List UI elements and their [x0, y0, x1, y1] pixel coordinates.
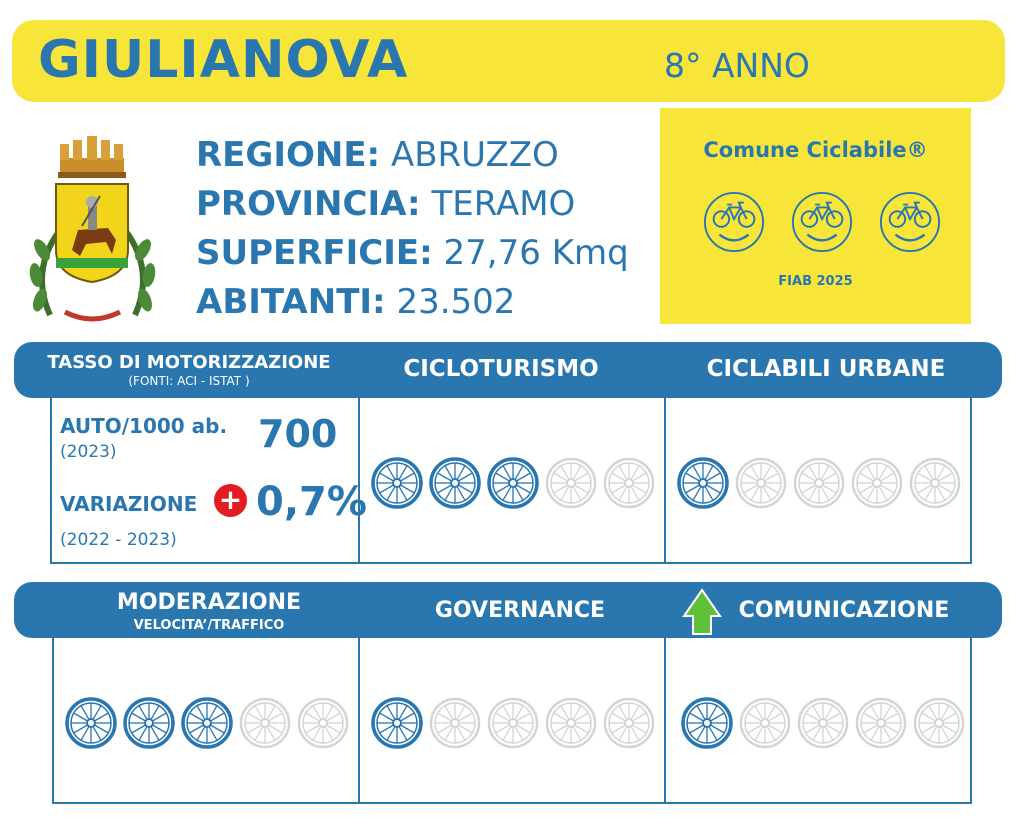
governance-rating: [370, 696, 656, 750]
info-row-abitanti: [196, 279, 629, 328]
auto-label: AUTO/1000 ab.: [60, 414, 228, 438]
indicators-header-1: [14, 342, 1002, 398]
smiling-bicycle-icon: [878, 190, 942, 254]
edition-year: 8° ANNO: [664, 46, 810, 85]
variation-value: 0,7%: [256, 479, 367, 525]
wheel-icon-empty: [850, 456, 904, 510]
ciclabili-urbane-rating: [676, 456, 962, 510]
wheel-icon-empty: [544, 456, 598, 510]
wheel-icon-empty: [428, 696, 482, 750]
wheel-icon-filled: [486, 456, 540, 510]
variation-label: VARIAZIONE: [60, 492, 198, 516]
badge-footer: FIAB 2025: [778, 274, 853, 289]
wheel-icon-empty: [792, 456, 846, 510]
wheel-icon-filled: [680, 696, 734, 750]
wheel-icon-empty: [486, 696, 540, 750]
comunicazione-rating: [680, 696, 966, 750]
wheel-icon-filled: [676, 456, 730, 510]
info-value: 23.502: [396, 282, 516, 322]
info-key: REGIONE:: [196, 135, 381, 175]
badge-title: Comune Ciclabile®: [703, 138, 928, 162]
motorization-header: TASSO DI MOTORIZZAZIONE: [47, 352, 331, 373]
wheel-icon-empty: [908, 456, 962, 510]
coat-of-arms-icon: [20, 130, 165, 330]
wheel-icon-filled: [122, 696, 176, 750]
info-row-provincia: [196, 181, 629, 230]
info-key: ABITANTI:: [196, 282, 386, 322]
info-value: TERAMO: [431, 184, 576, 224]
wheel-icon-empty: [602, 456, 656, 510]
info-row-superficie: [196, 230, 629, 279]
municipality-info: [196, 132, 629, 328]
cicloturismo-header: CICLOTURISMO: [403, 356, 599, 382]
wheel-icon-filled: [370, 696, 424, 750]
comunicazione-header: COMUNICAZIONE: [738, 598, 950, 623]
moderazione-subheader: VELOCITA’/TRAFFICO: [133, 618, 285, 633]
auto-value: 700: [258, 412, 338, 456]
moderazione-rating: [64, 696, 350, 750]
wheel-icon-empty: [912, 696, 966, 750]
info-key: PROVINCIA:: [196, 184, 421, 224]
wheel-icon-empty: [238, 696, 292, 750]
info-value: 27,76 Kmq: [443, 233, 629, 273]
smiling-bicycle-icon: [702, 190, 766, 254]
info-value: ABRUZZO: [390, 135, 559, 175]
auto-year: (2023): [60, 442, 117, 462]
motorization-source: (FONTI: ACI - ISTAT ): [128, 374, 250, 388]
indicators-header-2: [14, 582, 1002, 638]
wheel-icon-empty: [854, 696, 908, 750]
wheel-icon-empty: [296, 696, 350, 750]
comune-ciclabile-badge: [660, 108, 971, 324]
city-name: GIULIANOVA: [38, 30, 409, 90]
plus-icon: +: [214, 484, 247, 517]
smiling-bicycle-icon: [790, 190, 854, 254]
ciclabili-urbane-header: CICLABILI URBANE: [706, 356, 946, 382]
wheel-icon-empty: [796, 696, 850, 750]
title-bar: [12, 20, 1005, 102]
wheel-icon-empty: [602, 696, 656, 750]
wheel-icon-empty: [544, 696, 598, 750]
governance-header: GOVERNANCE: [434, 598, 606, 623]
cicloturismo-rating: [370, 456, 656, 510]
up-arrow-icon: [682, 588, 722, 636]
variation-period: (2022 - 2023): [60, 530, 177, 550]
wheel-icon-filled: [180, 696, 234, 750]
wheel-icon-filled: [64, 696, 118, 750]
wheel-icon-empty: [734, 456, 788, 510]
wheel-icon-empty: [738, 696, 792, 750]
moderazione-header: MODERAZIONE: [116, 590, 302, 615]
info-row-regione: [196, 132, 629, 181]
badge-icons: [702, 190, 942, 256]
info-key: SUPERFICIE:: [196, 233, 433, 273]
wheel-icon-filled: [370, 456, 424, 510]
wheel-icon-filled: [428, 456, 482, 510]
